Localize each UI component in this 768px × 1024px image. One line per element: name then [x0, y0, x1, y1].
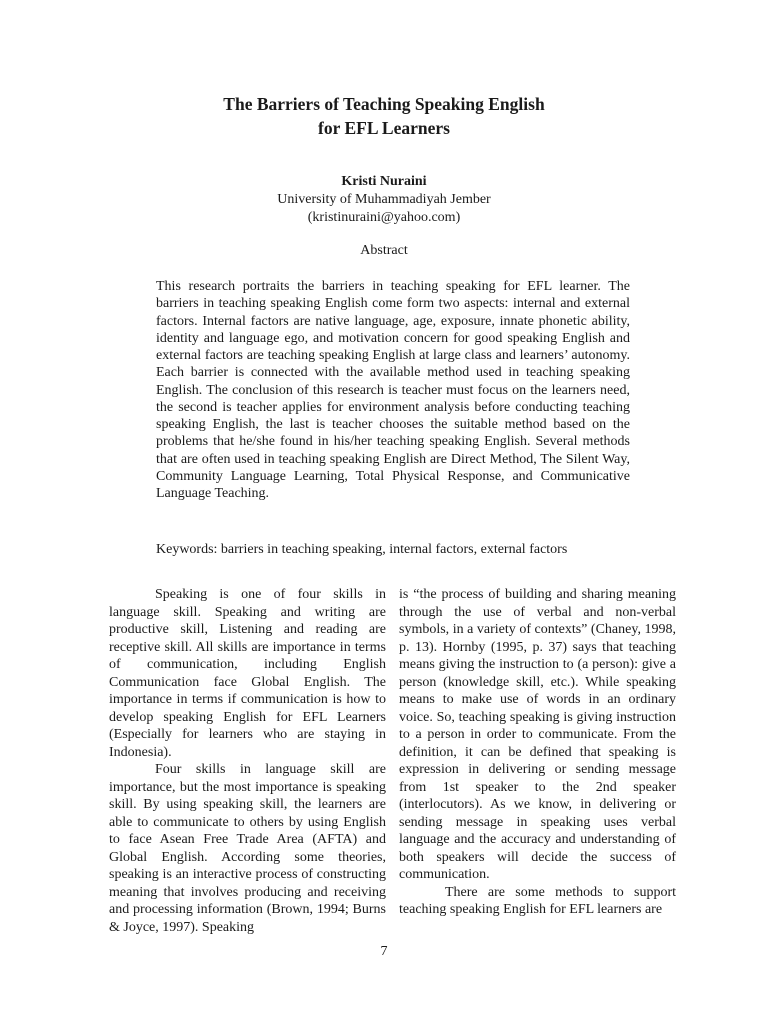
body-paragraph: Four skills in language skill are importance, but the most importance is speaking skill. By using speaking skill, the learners are able to communicate to others by using English to face Asean Free Trade Area (AFTA) and Global English. According some theories, speaking is an interactive process of constructing meaning that involves producing and receiving and processing information (Brown, 1994; Burns & Joyce, 1997). Speaking	[109, 762, 386, 935]
keywords: Keywords: barriers in teaching speaking, internal factors, external factors	[156, 542, 568, 557]
author-name: Kristi Nuraini	[341, 174, 427, 189]
paper-title	[0, 92, 768, 140]
body-paragraph: is “the process of building and sharing meaning through the use of verbal and non-verbal symbols, in a variety of contexts” (Chaney, 1998, p. 13). Hornby (1995, p. 37) says that teaching means giving the instruction to (a person): give a person (knowledge skill, etc.). While speaking means to make use of words in an ordinary voice. So, teaching speaking is giving instruction to a person in order to communicate. From the definition, it can be defined that speaking is expression in delivering or sending message from 1st speaker to the 2nd speaker (interlocutors). As we know, in delivering or sending message in speaking uses verbal language and the accuracy and understanding of both speakers will decide the success of communication.	[399, 587, 676, 882]
paper-title-line2: for EFL Learners	[318, 118, 450, 138]
body-column-right	[399, 586, 676, 919]
author-block	[0, 173, 768, 227]
paper-title-line1: The Barriers of Teaching Speaking English	[223, 94, 545, 114]
body-paragraph: There are some methods to support teaching speaking English for EFL learners are	[399, 884, 676, 917]
body-column-left	[109, 586, 386, 936]
abstract-text: This research portraits the barriers in teaching speaking for EFL learner. The barriers in teaching speaking English come form two aspects: internal and external factors. Internal factors are native language, age, exposure, innate phonetic ability, identity and language ego, and motivation concern for good speaking English and external factors are teaching speaking English at large class and learners’ autonomy. Each barrier is connected with the available method used in teaching speaking English. The conclusion of this research is teacher must focus on the learners need, the second is teacher applies for environment analysis before conducting teaching speaking English, the last is teacher chooses the suitable method based on the problems that he/she found in his/her teaching speaking English. Several methods that are often used in teaching speaking English are Direct Method, The Silent Way, Community Language Learning, Total Physical Response, and Communicative Language Teaching.	[156, 279, 630, 501]
author-email: (kristinuraini@yahoo.com)	[307, 210, 461, 225]
abstract-heading: Abstract	[360, 243, 408, 258]
body-paragraph: Speaking is one of four skills in language skill. Speaking and writing are productive skill, Listening and reading are receptive skill. All skills are importance in terms of communication, including English Communication face Global English. The importance in terms if communication is how to develop speaking English for EFL Learners (Especially for learners who are staying in Indonesia).	[109, 587, 386, 760]
author-affiliation: University of Muhammadiyah Jember	[277, 192, 491, 207]
page-number: 7	[380, 944, 388, 959]
